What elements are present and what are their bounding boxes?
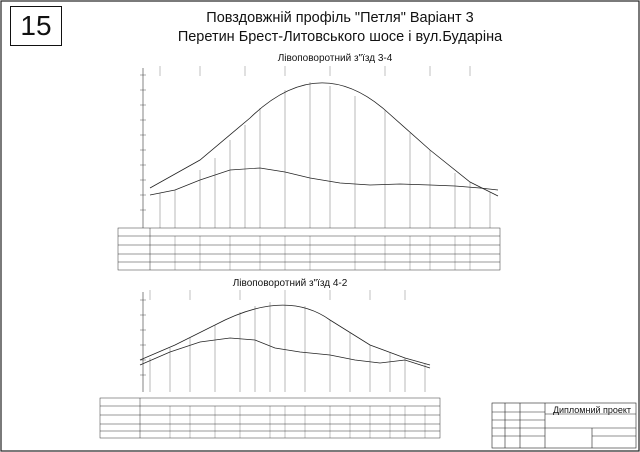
drawing-subtitle: Перетин Брест-Литовського шосе і вул.Бударіна <box>177 29 503 45</box>
profile-2-title: Лівоповоротний з"їзд 4-2 <box>232 278 348 289</box>
profile-1-title: Лівоповоротний з"їзд 3-4 <box>277 53 393 64</box>
ground-line-1 <box>150 168 498 195</box>
sheet-number: 15 <box>20 10 52 41</box>
stamp-project-title: Дипломний проект <box>552 405 632 415</box>
profile-2 <box>100 290 440 438</box>
sheet-frame <box>1 1 639 451</box>
drawing-title: Повздовжній профіль "Петля" Варіант 3 <box>206 10 474 26</box>
profile-1 <box>118 66 500 270</box>
